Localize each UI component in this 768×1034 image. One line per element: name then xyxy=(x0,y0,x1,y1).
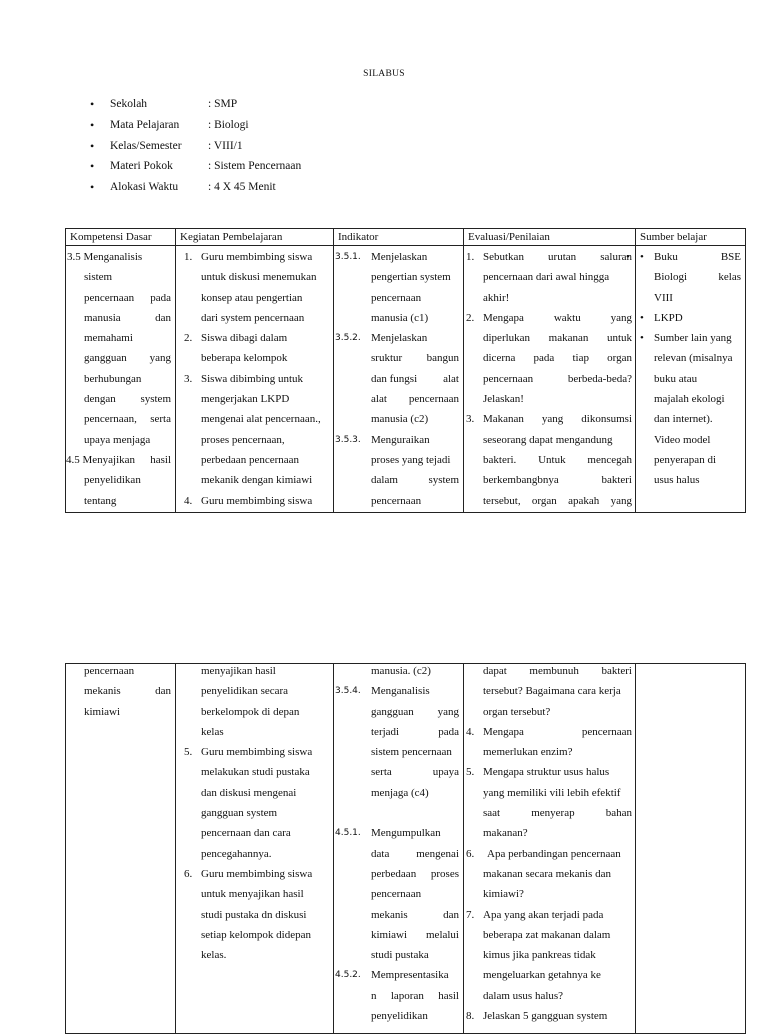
sumber-text: buku atau xyxy=(654,372,698,385)
indikator-text: hasil xyxy=(438,989,459,1002)
sumber-text: relevan (misalnya xyxy=(654,352,733,365)
evaluasi-text: Apa yang akan terjadi pada xyxy=(483,908,604,921)
evaluasi-text: beberapa zat makanan dalam xyxy=(483,928,611,941)
kd-text: upaya menjaga xyxy=(84,433,151,446)
sumber-text: Buku xyxy=(654,251,678,263)
list-number: 1. xyxy=(184,251,193,263)
list-number: 6. xyxy=(466,847,475,860)
kd-text: Menganalisis xyxy=(83,251,143,263)
evaluasi-text: berkembangbnya xyxy=(483,474,559,487)
kegiatan-text: Guru membimbing siswa xyxy=(201,867,313,880)
kegiatan-text: mengerjakan LKPD xyxy=(201,393,290,406)
indikator-text: bangun xyxy=(426,352,459,365)
kegiatan-text: konsep atau pengertian xyxy=(201,291,303,304)
evaluasi-text: dapat xyxy=(483,665,507,677)
kd-text: dan xyxy=(155,685,171,698)
evaluasi-text: Untuk xyxy=(538,453,566,466)
indikator-text: data xyxy=(371,847,390,860)
kegiatan-text: melakukan studi pustaka xyxy=(201,766,310,779)
indikator-text: Mengumpulkan xyxy=(371,827,441,840)
evaluasi-text: urutan xyxy=(548,251,577,263)
kd-text: pencernaan, xyxy=(84,413,137,426)
evaluasi-text: diperlukan xyxy=(483,332,531,345)
indikator-text: dan fungsi xyxy=(371,372,418,385)
evaluasi-text: Apa perbandingan pencernaan xyxy=(487,847,621,860)
sumber-text: dan internet). xyxy=(654,413,713,426)
kd-number: 4.5 xyxy=(66,453,80,466)
list-number: 4. xyxy=(466,725,475,738)
indikator-text: alat xyxy=(443,372,459,385)
indikator-text: penyelidikan xyxy=(371,1010,428,1023)
indikator-text: manusia. (c2) xyxy=(371,665,431,677)
indikator-text: Menganalisis xyxy=(371,685,430,698)
kd-text: memahami xyxy=(84,332,133,345)
kegiatan-text: kelas xyxy=(201,725,224,738)
evaluasi-text: organ xyxy=(531,494,557,507)
syllabus-table-page2 xyxy=(65,663,746,1034)
sumber-text: kelas xyxy=(718,271,741,284)
header-evaluasi: Evaluasi/Penilaian xyxy=(464,229,636,246)
list-number: 7. xyxy=(466,908,475,921)
kd-text: system xyxy=(140,393,171,406)
evaluasi-text: tersebut? Bagaimana cara kerja xyxy=(483,685,621,698)
indikator-text: menjaga (c4) xyxy=(371,786,429,799)
indikator-text: alat xyxy=(371,393,387,406)
evaluasi-text: bakteri xyxy=(601,665,632,677)
kegiatan-text: berkelompok di depan xyxy=(201,705,300,718)
header-kegiatan: Kegiatan Pembelajaran xyxy=(176,229,334,246)
indikator-number: 4.5.1. xyxy=(335,828,361,839)
indikator-text: pengertian system xyxy=(371,271,451,284)
cell-sumber xyxy=(636,664,746,1034)
indikator-text: sistem pencernaan xyxy=(371,746,452,759)
list-number: 5. xyxy=(466,766,475,779)
kd-text: Menyajikan xyxy=(82,453,136,466)
indikator-text: pada xyxy=(438,725,459,738)
list-number: 2. xyxy=(466,311,475,324)
kd-text: serta xyxy=(150,413,171,426)
indikator-number: 3.5.4. xyxy=(335,686,361,697)
evaluasi-text: waktu xyxy=(553,311,581,324)
sumber-text: Biologi xyxy=(654,271,688,284)
kegiatan-text: dari system pencernaan xyxy=(201,311,305,324)
kegiatan-text: mengenai alat pencernaan., xyxy=(201,413,321,426)
evaluasi-text: yang xyxy=(541,413,564,426)
sumber-text: Sumber lain yang xyxy=(654,332,732,345)
indikator-text: Menguraikan xyxy=(371,433,430,446)
list-number: 3. xyxy=(466,413,475,426)
evaluasi-text: kimus jika pankreas tidak xyxy=(483,949,596,962)
indikator-text: pencernaan xyxy=(371,494,422,507)
evaluasi-text: memerlukan enzim? xyxy=(483,746,573,759)
kegiatan-text: pencegahannya. xyxy=(201,847,272,860)
evaluasi-text: makanan xyxy=(548,332,589,345)
kegiatan-text: setiap kelompok didepan xyxy=(201,928,311,941)
indikator-text: pencernaan xyxy=(408,393,459,406)
table-row xyxy=(66,246,746,513)
kegiatan-text: Guru membimbing siswa xyxy=(201,746,313,759)
cell-kegiatan xyxy=(176,246,334,513)
indikator-text: mengenai xyxy=(416,847,459,860)
evaluasi-text: membunuh xyxy=(529,665,579,677)
indikator-text: system xyxy=(428,474,459,487)
kegiatan-text: beberapa kelompok xyxy=(201,352,288,365)
list-number: 3. xyxy=(184,372,193,385)
evaluasi-text: saluran xyxy=(600,251,632,263)
evaluasi-text: Makanan xyxy=(483,413,524,426)
kegiatan-text: kelas. xyxy=(201,949,227,962)
evaluasi-text: Jelaskan 5 gangguan system xyxy=(483,1010,608,1023)
evaluasi-text: yang memiliki vili lebih efektif xyxy=(483,786,621,799)
indikator-text: mekanis xyxy=(371,908,408,921)
evaluasi-text: yang xyxy=(610,311,632,324)
info-label: Alokasi Waktu xyxy=(110,181,179,194)
evaluasi-text: makanan secara mekanis dan xyxy=(483,867,611,880)
kegiatan-text: penyelidikan secara xyxy=(201,685,289,698)
cell-kegiatan xyxy=(176,664,334,1034)
kegiatan-text: proses pencernaan, xyxy=(201,433,285,446)
cell-evaluasi xyxy=(464,664,636,1034)
kegiatan-text: Siswa dibagi dalam xyxy=(201,332,288,345)
indikator-number: 3.5.2. xyxy=(335,333,361,344)
list-number: 8. xyxy=(466,1010,475,1023)
kd-text: pencernaan xyxy=(84,291,135,304)
evaluasi-text: pencernaan xyxy=(581,725,632,738)
indikator-text: serta xyxy=(371,766,392,779)
indikator-text: Menjelaskan xyxy=(371,251,428,263)
cell-kompetensi xyxy=(66,246,176,513)
evaluasi-text: yang xyxy=(610,494,632,507)
indikator-text: Mempresentasika xyxy=(371,969,449,982)
kegiatan-text: untuk diskusi menemukan xyxy=(201,271,317,284)
kegiatan-text: studi pustaka dn diskusi xyxy=(201,908,307,921)
evaluasi-text: kimiawi? xyxy=(483,888,524,901)
cell-sumber xyxy=(636,246,746,513)
evaluasi-text: Mengapa xyxy=(483,725,524,738)
info-value: : Biologi xyxy=(208,118,249,131)
evaluasi-text: Mengapa struktur usus halus xyxy=(483,766,610,779)
evaluasi-text: Sebutkan xyxy=(483,251,524,263)
evaluasi-text: dicerna xyxy=(483,352,516,365)
indikator-text: manusia (c2) xyxy=(371,413,429,426)
list-number: 2. xyxy=(184,332,193,345)
evaluasi-text: untuk xyxy=(606,332,632,345)
kd-text: gangguan xyxy=(84,352,127,365)
kegiatan-text: perbedaan pencernaan xyxy=(201,453,300,466)
evaluasi-text: pencernaan xyxy=(483,372,534,385)
info-value: : 4 X 45 Menit xyxy=(208,181,276,194)
indikator-text: terjadi xyxy=(371,725,400,738)
evaluasi-text: menyerap xyxy=(531,807,575,820)
indikator-text: yang xyxy=(437,705,459,718)
syllabus-table-page1 xyxy=(65,228,746,513)
sumber-text: penyerapan di xyxy=(654,453,716,466)
indikator-number: 3.5.1. xyxy=(335,252,361,262)
indikator-text: upaya xyxy=(432,766,459,779)
bullet: • • xyxy=(640,251,644,263)
kd-text: yang xyxy=(149,352,171,365)
evaluasi-text: akhir! xyxy=(483,291,510,304)
cell-indikator xyxy=(334,664,464,1034)
evaluasi-text: Mengapa xyxy=(483,311,524,324)
kegiatan-text: Siswa dibimbing untuk xyxy=(201,372,304,385)
info-value: : VIII/1 xyxy=(208,139,243,152)
evaluasi-text: makanan? xyxy=(483,827,528,840)
bullet: • xyxy=(640,311,644,324)
indikator-text: proses yang tejadi xyxy=(371,453,451,466)
indikator-text: laporan xyxy=(390,989,424,1002)
kd-text: dengan xyxy=(84,393,116,406)
kegiatan-text: Guru membimbing siswa xyxy=(201,494,313,507)
list-number: 6. xyxy=(184,867,193,880)
indikator-text: dalam xyxy=(371,474,398,487)
sumber-text: VIII xyxy=(654,291,673,304)
kd-number: 3.5 xyxy=(67,251,81,263)
evaluasi-text: saat xyxy=(483,807,501,820)
indikator-text: gangguan xyxy=(371,705,414,718)
evaluasi-text: bahan xyxy=(605,807,632,820)
table-row xyxy=(66,664,746,1034)
indikator-text: n xyxy=(371,989,377,1002)
evaluasi-text: tersebut, xyxy=(483,494,521,507)
sumber-text: LKPD xyxy=(654,311,683,324)
document-title: SILABUS xyxy=(363,69,405,79)
info-label: Materi Pokok xyxy=(110,160,173,173)
evaluasi-text: organ tersebut? xyxy=(483,705,551,718)
kegiatan-text: untuk menyajikan hasil xyxy=(201,888,304,901)
kegiatan-text: pencernaan dan cara xyxy=(201,827,291,840)
indikator-text: pencernaan xyxy=(371,888,422,901)
kd-text: sistem xyxy=(84,271,113,284)
kd-text: mekanis xyxy=(84,685,121,698)
evaluasi-text: mengeluarkan getahnya ke xyxy=(483,969,601,982)
list-number: 1. xyxy=(466,251,475,263)
kegiatan-text: dan diskusi mengenai xyxy=(201,786,297,799)
kd-text: pada xyxy=(150,291,171,304)
indikator-text: proses xyxy=(430,867,459,880)
cell-kompetensi xyxy=(66,664,176,1034)
evaluasi-text: bakteri xyxy=(601,474,632,487)
kd-text: hasil xyxy=(150,453,171,466)
info-label: Mata Pelajaran xyxy=(110,118,180,131)
evaluasi-text: mencegah xyxy=(587,453,632,466)
indikator-text: perbedaan xyxy=(371,867,417,880)
evaluasi-text: bakteri. xyxy=(483,453,517,466)
indikator-text: dan xyxy=(443,908,459,921)
sumber-text: usus halus xyxy=(654,474,700,487)
evaluasi-text: apakah xyxy=(568,494,600,507)
sumber-text: BSE xyxy=(720,251,741,263)
indikator-number: 4.5.2. xyxy=(335,970,361,981)
indikator-text: manusia (c1) xyxy=(371,311,429,324)
kd-text: dan xyxy=(155,311,171,324)
evaluasi-text: dikonsumsi xyxy=(581,413,632,426)
list-number: 4. xyxy=(184,494,193,507)
info-value: : Sistem Pencernaan xyxy=(208,160,302,173)
bullet: • xyxy=(640,332,644,345)
header-kompetensi: Kompetensi Dasar xyxy=(66,229,176,246)
cell-indikator xyxy=(334,246,464,513)
evaluasi-text: organ xyxy=(607,352,632,365)
kegiatan-text: menyajikan hasil xyxy=(201,665,276,677)
header-sumber: Sumber belajar xyxy=(636,229,746,246)
info-label: Kelas/Semester xyxy=(110,139,182,152)
info-label: Sekolah xyxy=(110,98,148,110)
evaluasi-text: Jelaskan! xyxy=(483,393,524,406)
cell-evaluasi xyxy=(464,246,636,513)
sumber-text: Video model xyxy=(654,433,711,446)
evaluasi-text: pencernaan dari awal hingga xyxy=(483,271,610,284)
kd-text: manusia xyxy=(84,311,121,324)
kd-text: tentang xyxy=(84,494,117,507)
indikator-number: 3.5.3. xyxy=(335,434,361,445)
sumber-text: majalah ekologi xyxy=(654,393,725,406)
info-value: : SMP xyxy=(208,98,238,110)
indikator-text: melalui xyxy=(426,928,459,941)
evaluasi-text: berbeda-beda? xyxy=(567,372,632,385)
kd-text: penyelidikan xyxy=(84,474,141,487)
kegiatan-text: mekanik dengan kimiawi xyxy=(201,474,313,487)
evaluasi-text: tiap xyxy=(572,352,589,365)
kegiatan-text: gangguan system xyxy=(201,807,278,820)
indikator-text: kimiawi xyxy=(371,928,408,941)
indikator-text: pencernaan xyxy=(371,291,422,304)
indikator-text: sruktur xyxy=(371,352,403,365)
kd-text: pencernaan xyxy=(84,665,135,677)
evaluasi-text: seseorang dapat mengandung xyxy=(483,433,613,446)
kegiatan-text: Guru membimbing siswa xyxy=(201,251,313,263)
indikator-text: Menjelaskan xyxy=(371,332,428,345)
kd-text: berhubungan xyxy=(84,372,142,385)
header-indikator: Indikator xyxy=(334,229,464,246)
list-number: 5. xyxy=(184,746,193,759)
indikator-text: studi pustaka xyxy=(371,949,429,962)
evaluasi-text: dalam usus halus? xyxy=(483,989,564,1002)
evaluasi-text: pada xyxy=(533,352,555,365)
table-header-row xyxy=(66,229,746,246)
kd-text: kimiawi xyxy=(84,705,121,718)
